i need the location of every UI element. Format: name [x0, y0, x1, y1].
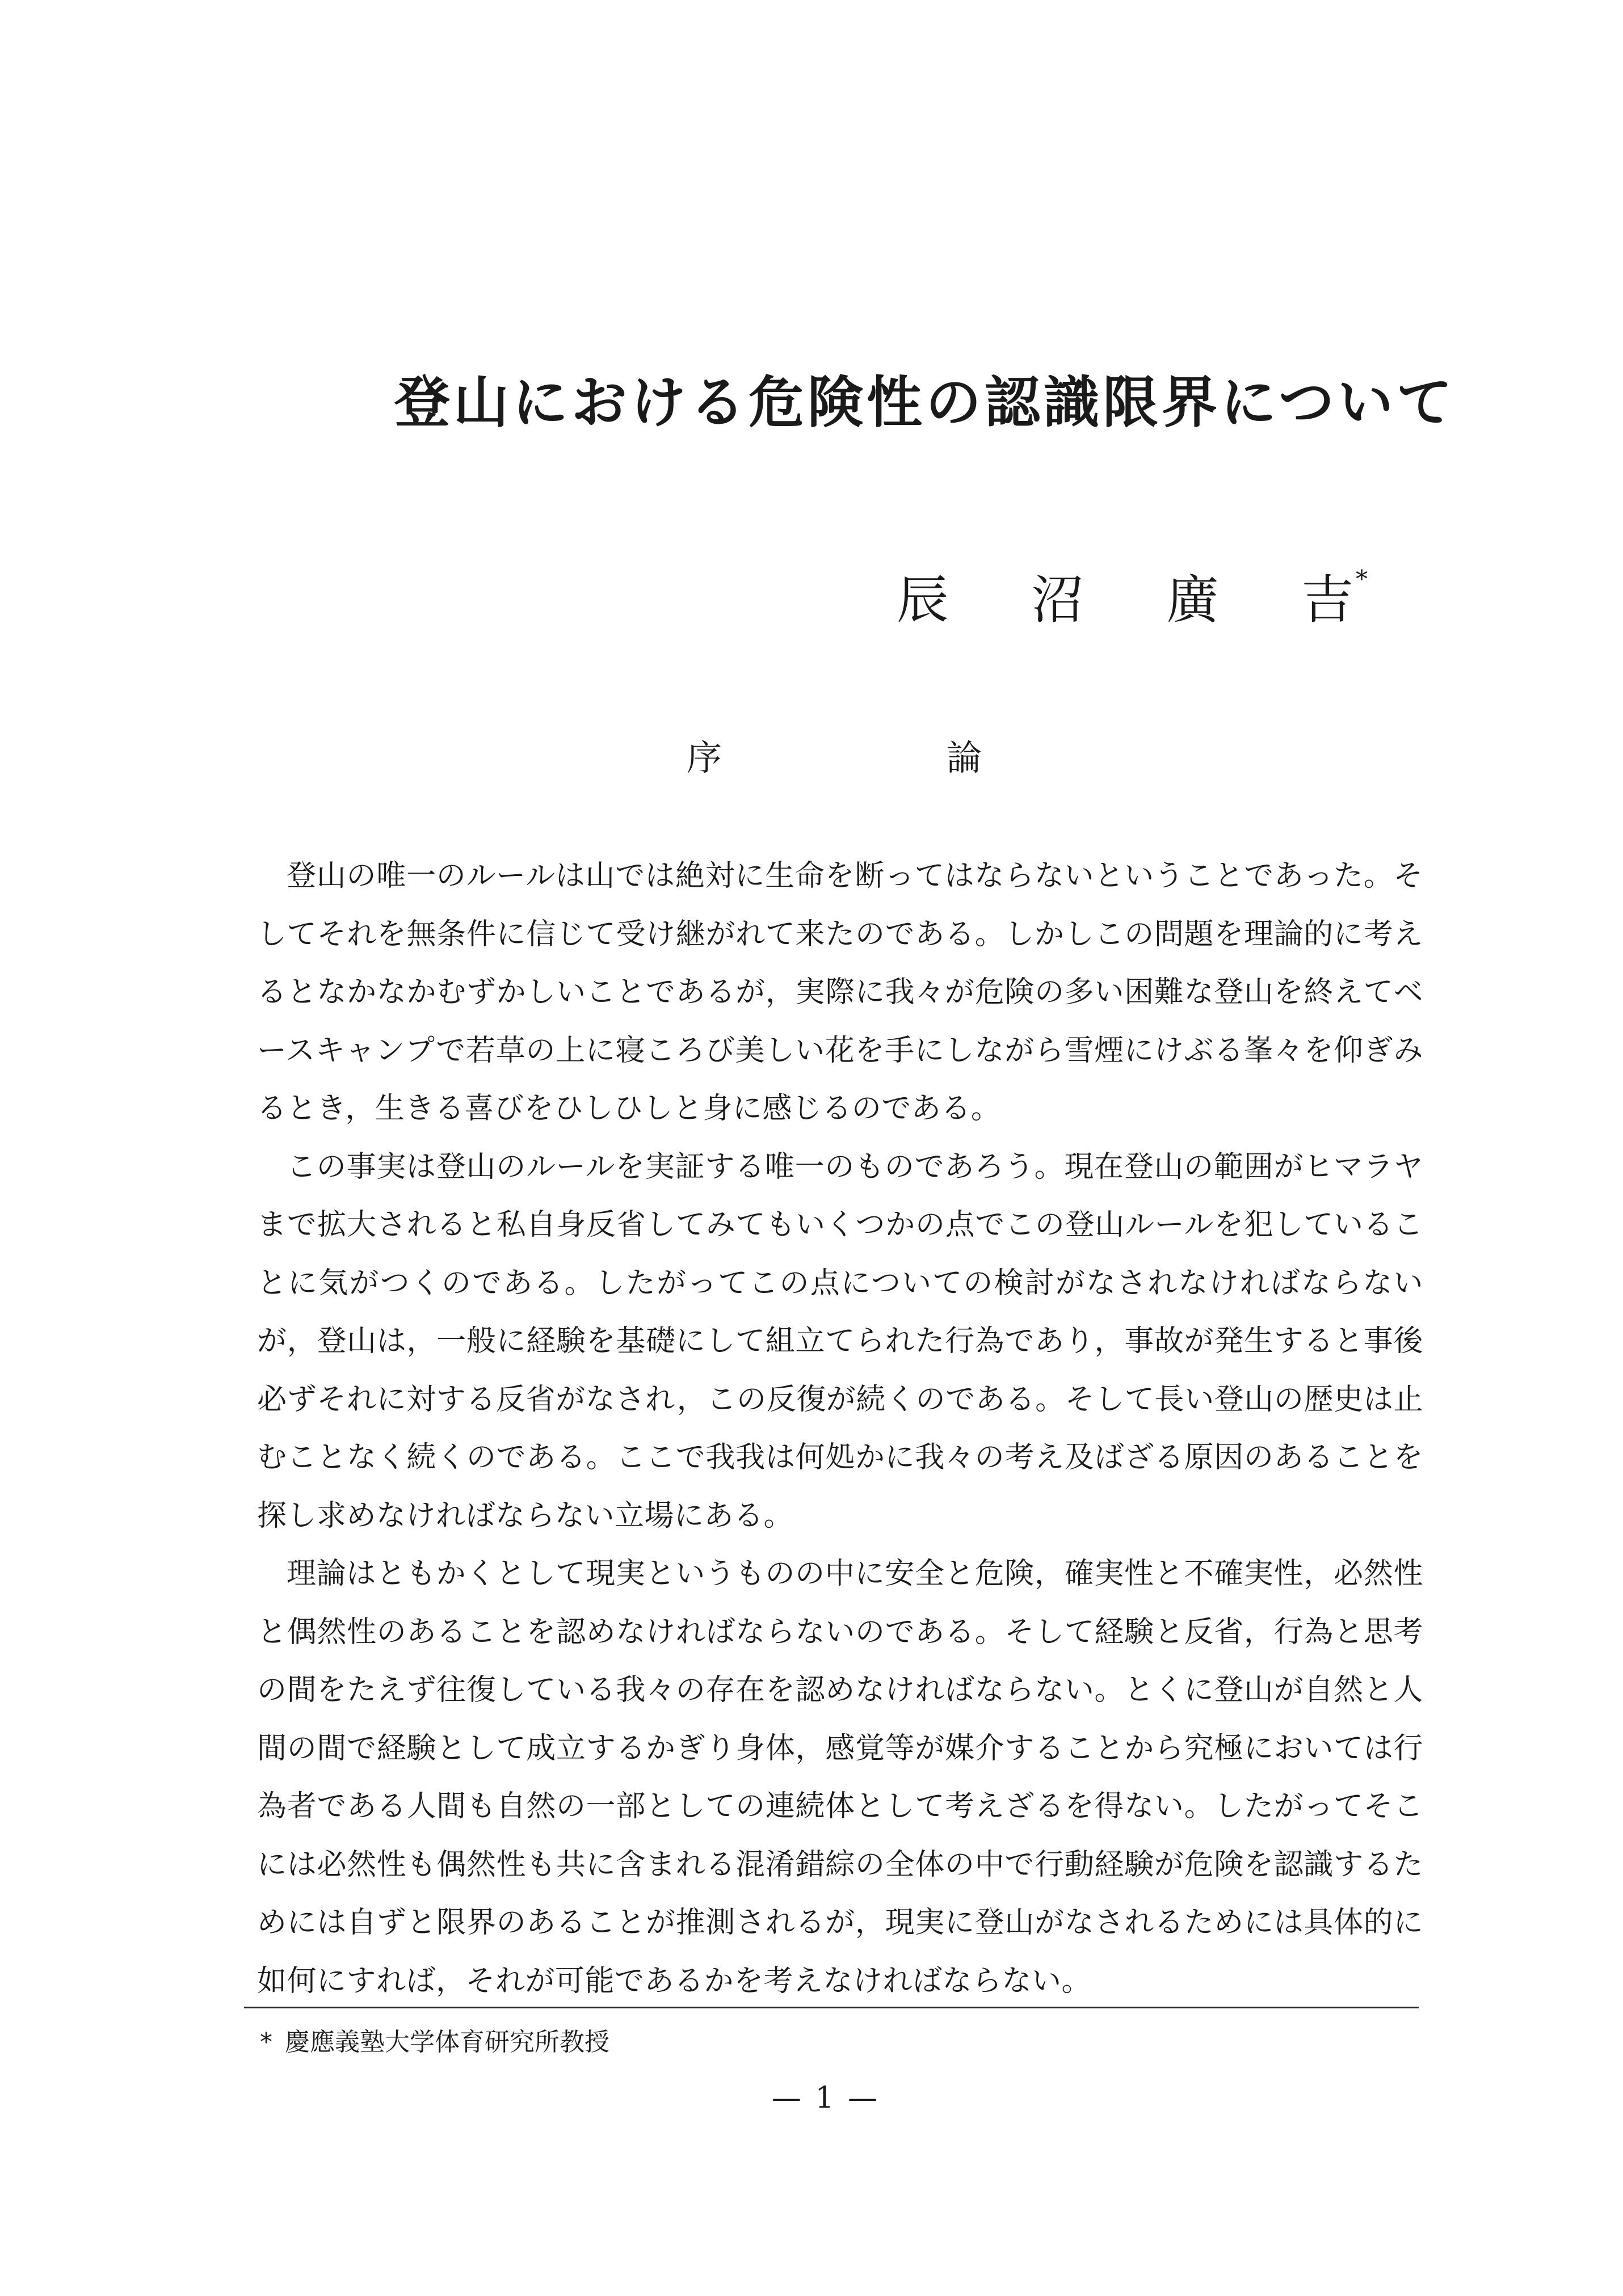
footnote-text: 慶應義塾大学体育研究所教授 — [285, 2028, 609, 2057]
paper-title: 登山における危険性の認識限界について — [394, 369, 1456, 435]
paragraph: 登山の唯一のルールは山では絶対に生命を断ってはならないということであった。そしてそれを無条件に信じて受け継がれて来たのである。しかしこの問題を理論的に考えるとなかなかむずかしいことであるが，実際に我々が危険の多い困難な登山を終えてベースキャンプで若草の上に寝ころび美しい花を手にしながら雪煙にけぶる峯々を仰ぎみるとき，生きる喜びをひしひしと身に感じるのである。 — [257, 859, 1423, 1126]
paragraph: 理論はともかくとして現実というものの中に安全と危険，確実性と不確実性，必然性と偶然性のあることを認めなければならないのである。そして経験と反省，行為と思考の間をたえず往復している我々の存在を認めなければならない。とくに登山が自然と人間の間で経験として成立するかぎり身体，感覚等が媒介することから究極においては行為者である人間も自然の一部としての連続体として考えざるを得ない。したがってそこには必然性も偶然性も共に含まれる混淆錯綜の全体の中で行動経験が危険を認識するためには自ずと限界のあることが推測されるが，現実に登山がなされるためには具体的に如何にすれば，それが可能であるかを考えなければならない。 — [257, 1557, 1423, 1998]
section-heading-char: 論 — [946, 737, 982, 778]
footnote-mark: * — [260, 2028, 272, 2057]
section-heading-char: 序 — [687, 737, 722, 778]
body-text — [257, 847, 1423, 2010]
author-name — [897, 565, 1368, 630]
author-char: 吉 — [1301, 570, 1353, 630]
author-char: 辰 — [897, 570, 949, 630]
footnote — [260, 2028, 609, 2058]
author-char: 廣 — [1166, 570, 1219, 630]
author-char: 沼 — [1031, 570, 1084, 630]
footnote-divider — [244, 2007, 1419, 2008]
author-char-last — [1301, 565, 1368, 630]
page-number: — 1 — — [771, 2081, 880, 2115]
paragraph: この事実は登山のルールを実証する唯一のものであろう。現在登山の範囲がヒマラヤまで拡大されると私自身反省してみてもいくつかの点でこの登山ルールを犯していることに気がつくのである。したがってこの点についての検討がなされなければならないが，登山は，一般に経験を基礎にして組立てられた行為であり，事故が発生すると事後必ずそれに対する反省がなされ，この反復が続くのである。そして長い登山の歴史は止むことなく続くのである。ここで我我は何処かに我々の考え及ばざる原因のあることを探し求めなければならない立場にある。 — [257, 1149, 1423, 1533]
section-heading-introduction — [687, 737, 982, 778]
affiliation-mark: * — [1355, 565, 1368, 593]
